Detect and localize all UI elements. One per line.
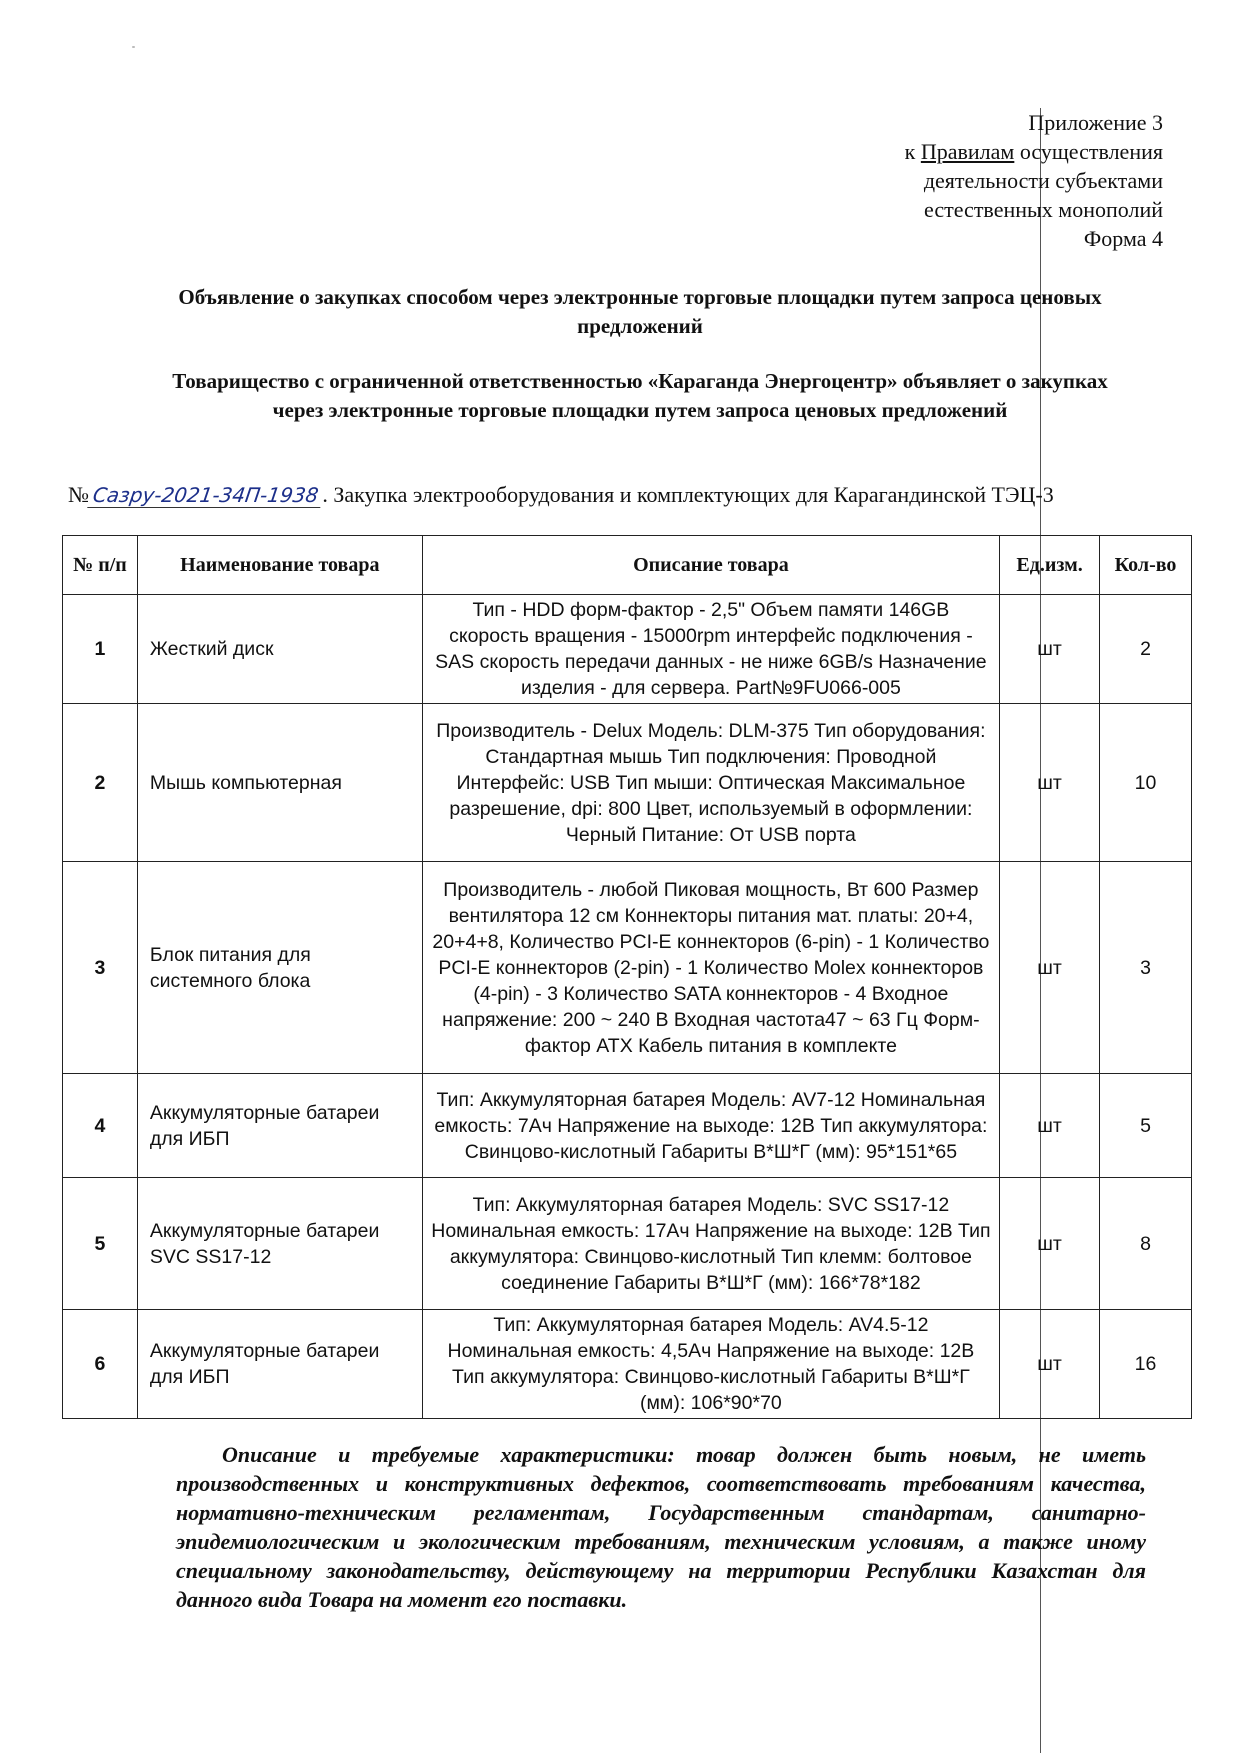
row-unit: шт <box>1000 862 1100 1074</box>
row-description: Тип - HDD форм-фактор - 2,5" Объем памяти 146GB скорость вращения - 15000rpm интерфейс подключения - SAS скорость передачи данных - не ниже 6GB/s Назначение изделия - для сервера. Part№9FU066-005 <box>422 595 999 704</box>
row-unit: шт <box>1000 1178 1100 1310</box>
row-unit: шт <box>1000 595 1100 704</box>
row-name: Жесткий диск <box>137 595 422 704</box>
row-number: 6 <box>63 1310 138 1419</box>
requirements-text: Описание и требуемые характеристики: товар должен быть новым, не иметь производственных и конструктивных дефектов, соответствовать требованиям качества, нормативно-техническим регламентам, Государственным стандартам, санитарно-эпидемиологическим и экологическим требованиям, техническим условиям, а также иному специальному законодательству, действующему на территории Республики Казахстан для данного вида Товара на момент его поставки. <box>176 1442 1146 1612</box>
row-quantity: 5 <box>1100 1074 1192 1178</box>
annex-header <box>905 108 1163 253</box>
header-description: Описание товара <box>422 536 999 595</box>
row-quantity: 8 <box>1100 1178 1192 1310</box>
table-row <box>63 704 1192 862</box>
scan-dust <box>132 46 135 48</box>
row-number: 4 <box>63 1074 138 1178</box>
table-row <box>63 1178 1192 1310</box>
row-description: Производитель - Delux Модель: DLM-375 Тип оборудования: Стандартная мышь Тип подключения: Проводной Интерфейс: USB Тип мыши: Оптическая Максимальное разрешение, dpi: 800 Цвет, используемый в оформлении: Черный Питание: От USB порта <box>422 704 999 862</box>
row-description: Тип: Аккумуляторная батарея Модель: AV4.5-12 Номинальная емкость: 4,5Ач Напряжение на выходе: 12В Тип аккумулятора: Свинцово-кислотный Габариты В*Ш*Г (мм): 106*90*70 <box>422 1310 999 1419</box>
annex-line-4: естественных монополий <box>924 197 1163 222</box>
row-description: Тип: Аккумуляторная батарея Модель: AV7-12 Номинальная емкость: 7Ач Напряжение на выходе: 12В Тип аккумулятора: Свинцово-кислотный Габариты В*Ш*Г (мм): 95*151*65 <box>422 1074 999 1178</box>
row-name: Блок питания для системного блока <box>137 862 422 1074</box>
annex-line-2: к Правилам осуществления <box>904 139 1163 164</box>
row-quantity: 16 <box>1100 1310 1192 1419</box>
purchase-number-prefix: № <box>68 482 89 507</box>
header-name: Наименование товара <box>137 536 422 595</box>
row-quantity: 2 <box>1100 595 1192 704</box>
row-description: Производитель - любой Пиковая мощность, Вт 600 Размер вентилятора 12 см Коннекторы питания мат. платы: 20+4, 20+4+8, Количество PCI-E коннекторов (6-pin) - 1 Количество PCI-E коннекторов (2-pin) - 1 Количество Molex коннекторов (4-pin) - 3 Количество SATA коннекторов - 4 Входное напряжение: 200 ~ 240 В Входная частота47 ~ 63 Гц Форм-фактор АТХ Кабель питания в комплекте <box>422 862 999 1074</box>
row-quantity: 10 <box>1100 704 1192 862</box>
table-row <box>63 595 1192 704</box>
row-number: 3 <box>63 862 138 1074</box>
row-name: Аккумуляторные батареи для ИБП <box>137 1074 422 1178</box>
row-unit: шт <box>1000 1074 1100 1178</box>
rules-link[interactable]: Правилам <box>920 139 1015 164</box>
row-unit: шт <box>1000 1310 1100 1419</box>
table-header-row <box>63 536 1192 595</box>
purchase-line <box>68 482 1054 508</box>
annex-line-1: Приложение 3 <box>1028 110 1163 135</box>
header-unit: Ед.изм. <box>1000 536 1100 595</box>
requirements-note <box>176 1440 1146 1614</box>
row-quantity: 3 <box>1100 862 1192 1074</box>
header-quantity: Кол-во <box>1100 536 1192 595</box>
purchase-title: . Закупка электрооборудования и комплектующих для Карагандинской ТЭЦ-3 <box>322 482 1054 507</box>
table-row <box>63 1310 1192 1419</box>
header-number: № п/п <box>63 536 138 595</box>
handwritten-number: Сазру-2021-34П-1938 <box>87 483 324 508</box>
company-announcement: Товарищество с ограниченной ответственностью «Караганда Энергоцентр» объявляет о закупках через электронные торговые площадки путем запроса ценовых предложений <box>172 369 1108 422</box>
table-row <box>63 862 1192 1074</box>
annex-line-5: Форма 4 <box>1083 226 1163 251</box>
announcement-title: Объявление о закупках способом через электронные торговые площадки путем запроса ценовых предложений <box>178 285 1102 338</box>
table-row <box>63 1074 1192 1178</box>
row-number: 5 <box>63 1178 138 1310</box>
goods-table <box>62 535 1192 1419</box>
row-name: Мышь компьютерная <box>137 704 422 862</box>
row-description: Тип: Аккумуляторная батарея Модель: SVC SS17-12 Номинальная емкость: 17Ач Напряжение на выходе: 12В Тип аккумулятора: Свинцово-кислотный Тип клемм: болтовое соединение Габариты В*Ш*Г (мм): 166*78*182 <box>422 1178 999 1310</box>
row-name: Аккумуляторные батареи для ИБП <box>137 1310 422 1419</box>
row-name: Аккумуляторные батареи SVC SS17-12 <box>137 1178 422 1310</box>
row-number: 1 <box>63 595 138 704</box>
annex-line-3: деятельности субъектами <box>923 168 1163 193</box>
row-number: 2 <box>63 704 138 862</box>
row-unit: шт <box>1000 704 1100 862</box>
